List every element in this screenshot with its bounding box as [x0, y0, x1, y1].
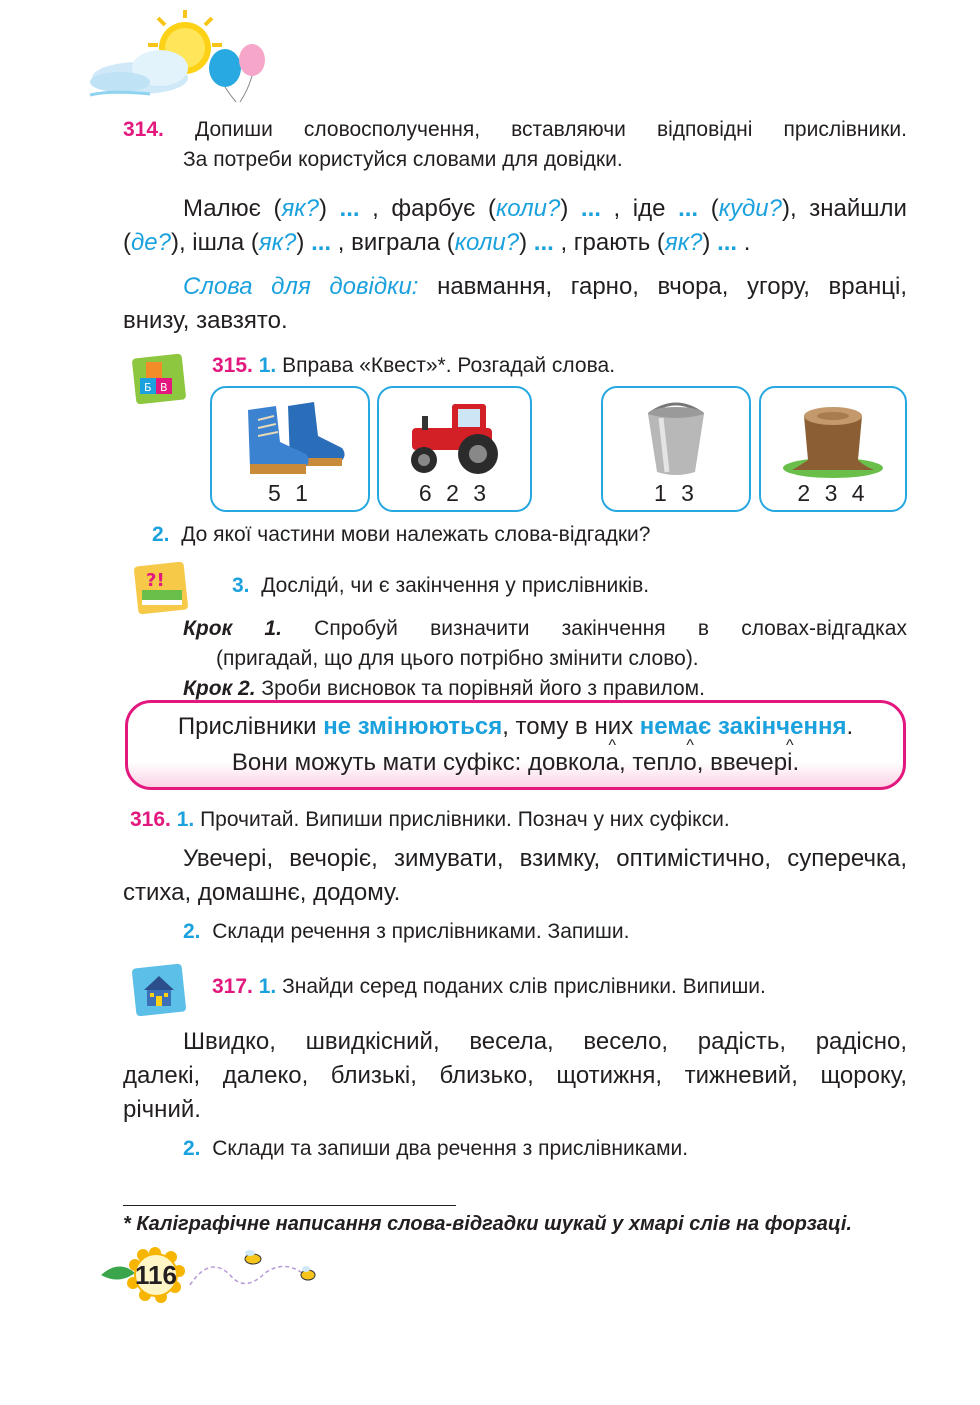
exercise-314-sentences: [123, 192, 907, 260]
house-icon: [130, 962, 188, 1018]
help-words: Слова для довідки: навмання, гарно, вчора, угору, вранці, внизу, завзято.: [123, 273, 907, 334]
suffix-mark: ^ о: [683, 745, 696, 781]
exercise-number: 316.: [130, 808, 171, 831]
sentence-line-1: Малює (як?) ... , фарбує (коли?) ... , іде ... (куди?), знайшли: [183, 195, 907, 222]
exercise-number: 315.: [212, 354, 253, 377]
svg-text:?!: ?!: [146, 570, 165, 591]
exercise-315-part-1: 315. 1. Вправа «Квест»*. Розгадай слова.: [212, 354, 616, 377]
help-words-label: Слова для довідки:: [183, 273, 419, 300]
rule-line-2: Вони можуть мати суфікс: довкол^ а, тепл^ о, ввечер^ і.: [128, 745, 903, 781]
exercise-317-part-2: 2. Склади та запиши два речення з прислівниками.: [183, 1137, 689, 1160]
stump-picture: [778, 396, 888, 480]
sun-clouds-balloons-illustration: [80, 10, 280, 105]
exercise-316-words: Увечері, вечоріє, зимувати, взимку, оптимістично, суперечка, стиха, домашнє, додому.: [123, 845, 907, 906]
rule-line-1: Прислівники не змінюються, тому в них немає закінчення.: [177, 713, 854, 740]
exercise-315-part-2: 2. До якої частини мови належать слова-відгадки?: [152, 523, 651, 546]
page-number: 116: [135, 1260, 177, 1290]
letter-code: 1 3: [654, 480, 698, 506]
exercise-number: 317.: [212, 975, 253, 998]
puzzle-card-bucket: [601, 386, 751, 512]
rule-box: [125, 700, 906, 790]
exercise-317-words: Швидко, швидкісний, весела, весело, радість, радісно, далекі, далеко, близькі, близько, щотижня, тижневий, щороку, річний.: [123, 1028, 907, 1123]
exercise-317-part-1: 317. 1. Знайди серед поданих слів прислівники. Випиши.: [212, 975, 766, 998]
letter-code: 2 3 4: [797, 480, 869, 506]
footnote: * Каліграфічне написання слова-відгадки шукай у хмарі слів на форзаці.: [123, 1213, 852, 1235]
exercise-316-part-2: 2. Склади речення з прислівниками. Запиши.: [183, 920, 630, 943]
sunflower-with-bees-illustration: [95, 1245, 325, 1305]
book-question-icon: [132, 560, 190, 616]
step-2: Крок 2. Зроби висновок та порівняй його з правилом.: [183, 677, 705, 700]
suffix-mark: ^ а: [606, 745, 619, 781]
svg-text:Б: Б: [144, 381, 152, 394]
exercise-316-part-1: 316. 1. Прочитай. Випиши прислівники. Познач у них суфікси.: [130, 808, 730, 831]
exercise-number: 314.: [123, 118, 164, 141]
bucket-picture: [631, 396, 721, 480]
puzzle-card-stump: [759, 386, 907, 512]
abc-blocks-icon: [130, 352, 188, 406]
letter-code: 5 1: [268, 480, 312, 506]
boots-picture: [230, 396, 350, 480]
letter-code: 6 2 3: [418, 480, 491, 506]
svg-text:В: В: [160, 381, 168, 394]
step-1: Крок 1. Спробуй визначити закінчення в словах-відгадках: [183, 617, 907, 640]
sentence-line-2: (де?), ішла (як?) ... , виграла (коли?) ... , грають (як?) ... .: [123, 229, 751, 256]
exercise-314-task: 314. Допиши словосполучення, вставляючи відповідні прислівники. За потреби користуйся словами для довідки.: [123, 118, 907, 171]
puzzle-card-tractor: [377, 386, 532, 512]
exercise-315-part-3: 3. Досліди́, чи є закінчення у прислівників.: [232, 574, 650, 597]
suffix-mark: ^ і: [787, 745, 792, 781]
puzzle-card-boots: [210, 386, 370, 512]
footnote-divider: [123, 1205, 456, 1206]
steps: Крок 1. Спробуй визначити закінчення в словах-відгадках (пригадай, що для цього потрібно змінити слово). Крок 2. Зроби висновок та порівняй його з правилом.: [183, 614, 907, 704]
tractor-picture: [400, 396, 510, 480]
